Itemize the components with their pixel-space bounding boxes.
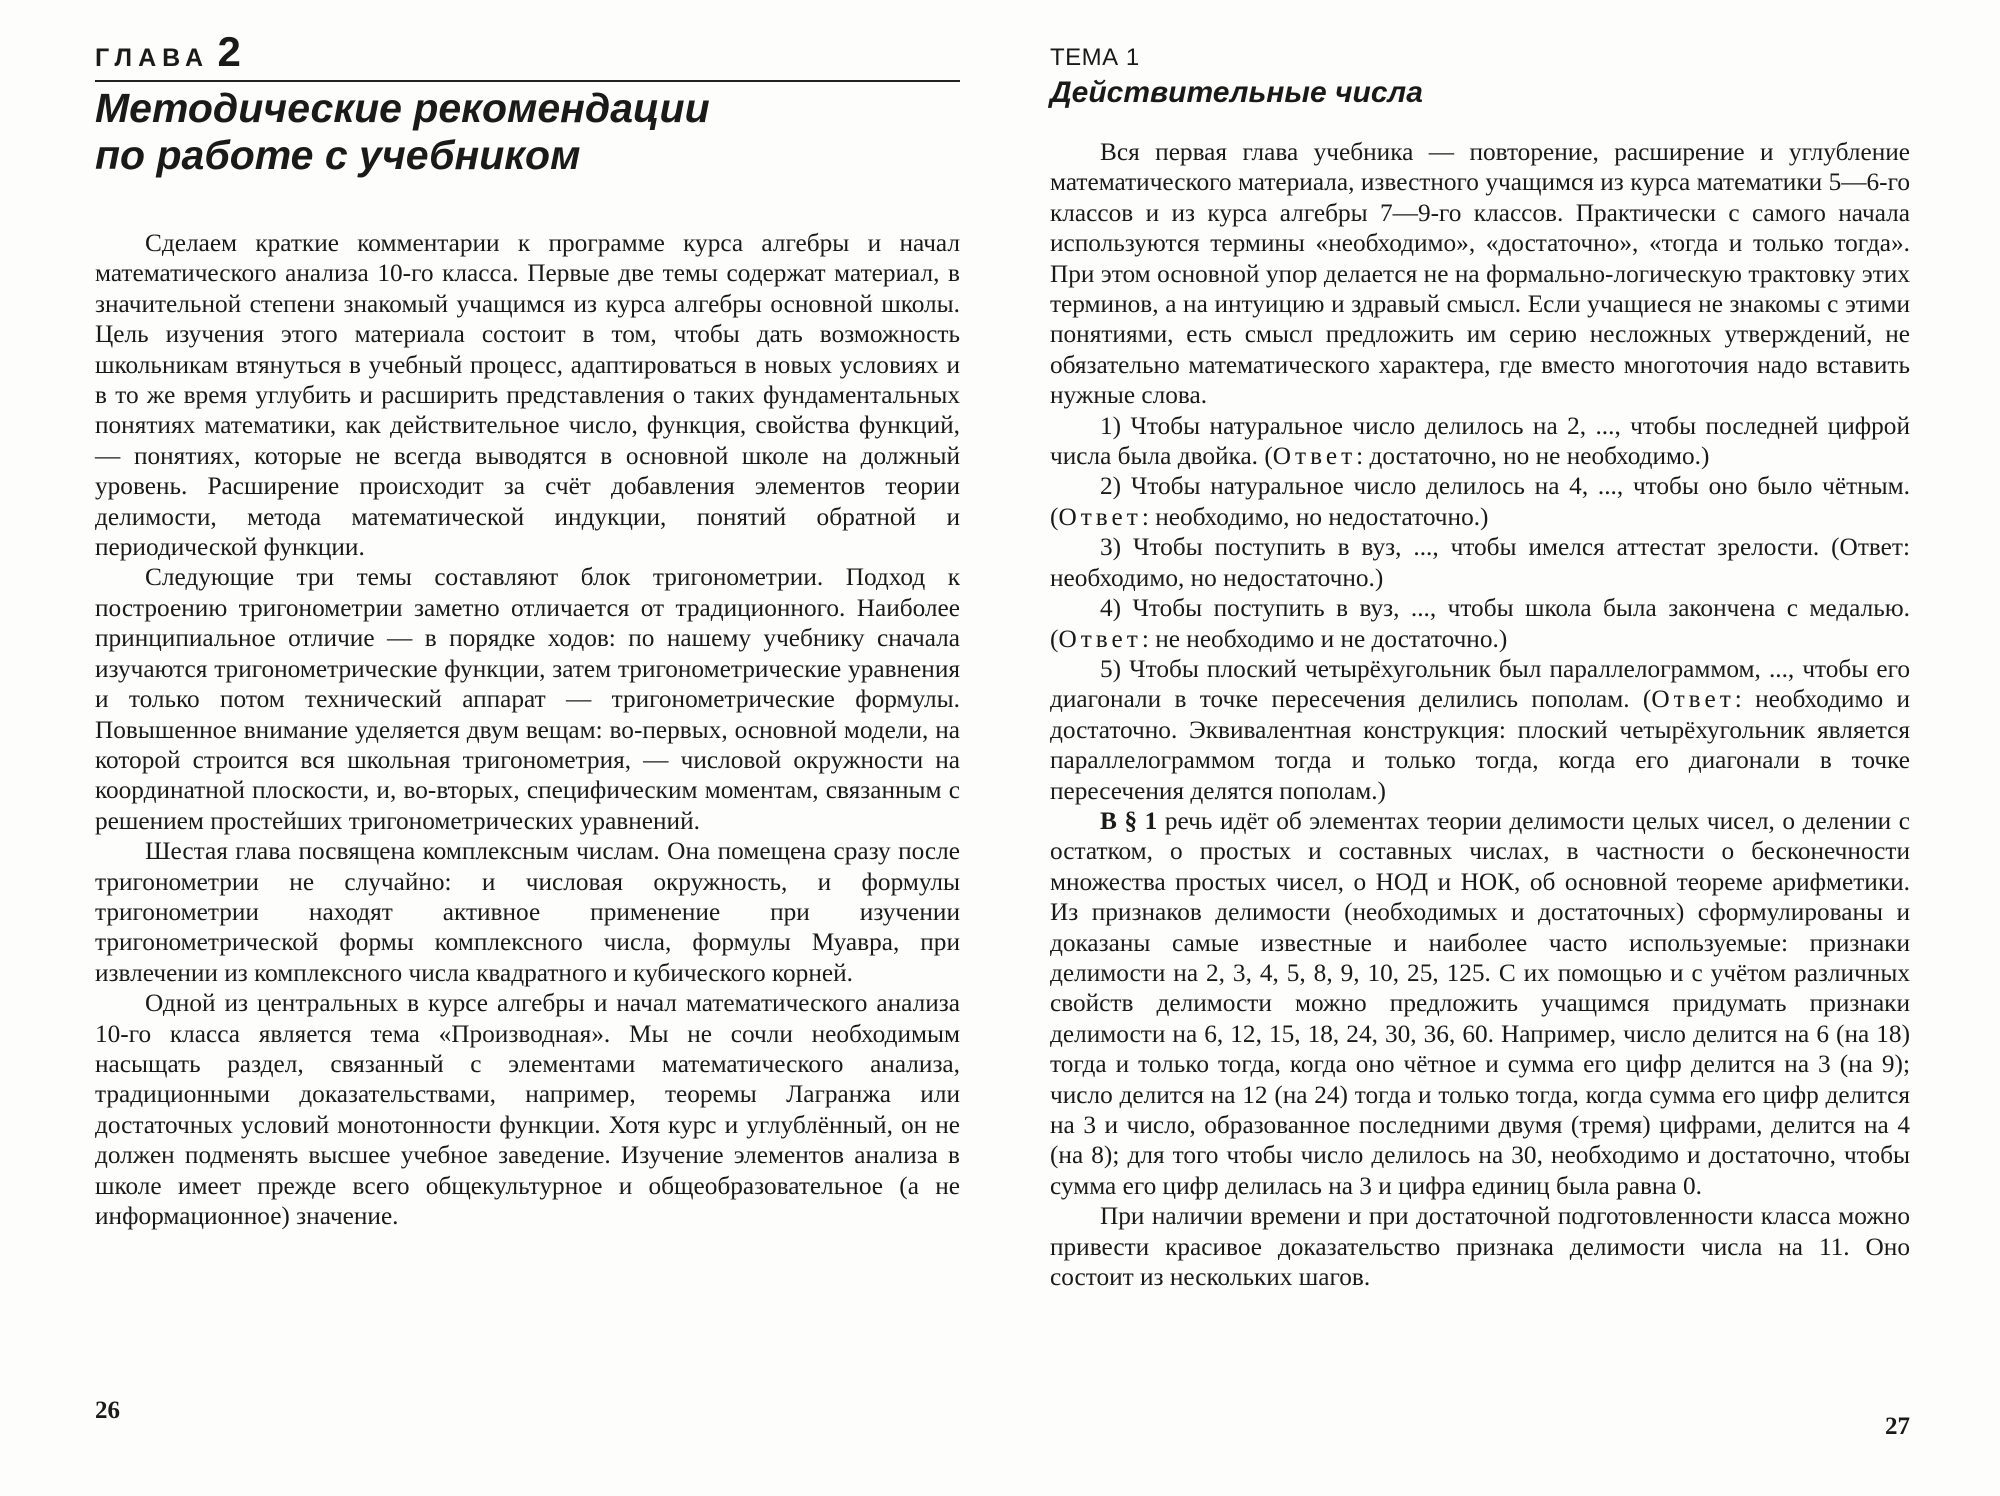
topic-title: Действительные числа bbox=[1050, 76, 1423, 109]
right-body-text bbox=[1050, 137, 1910, 1292]
list-item: 3) Чтобы поступить в вуз, ..., чтобы имелся аттестат зрелости. (Ответ: необходимо, но недостаточно.) bbox=[1050, 533, 1910, 592]
page-number-right: 27 bbox=[1885, 1413, 1910, 1440]
paragraph: Одной из центральных в курсе алгебры и начал математического анализа 10-го класса является тема «Производная». Мы не сочли необходимым насыщать раздел, связанный с элементами математического анализа, традиционными доказательствами, например, теоремы Лагранжа или достаточных условий монотонности функции. Хотя курс и углублённый, он не должен подменять высшее учебное заведение. Изучение элементов анализа в школе имеет прежде всего общекультурное и общеобразовательное (а не информационное) значение. bbox=[95, 989, 960, 1230]
chapter-title bbox=[95, 85, 960, 179]
answer-label: Ответ bbox=[1058, 502, 1142, 531]
answer-label: Ответ bbox=[1651, 685, 1735, 714]
paragraph: Сделаем краткие комментарии к программе курса алгебры и начал математического анализа 10-го класса. Первые две темы содержат материал, в значительной степени знакомый учащимся из курса алгебры основной школы. Цель изучения этого материала состоит в том, чтобы дать возможность школьникам втянуться в учебный процесс, адаптироваться в новых условиях и в то же время углубить и расширить представления о таких фундаментальных понятиях математики, как действительное число, функция, свойства функций, — понятиях, которые не всегда выводятся в основной школе на должный уровень. Расширение происходит за счёт добавления элементов теории делимости, метода математической индукции, понятий обратной и периодической функции. bbox=[95, 229, 960, 562]
section-reference: В § 1 bbox=[1100, 806, 1158, 835]
list-item: 1) Чтобы натуральное число делилось на 2, ..., чтобы последней цифрой числа была двойка. (Ответ: достаточно, но не необходимо.) bbox=[1050, 411, 1910, 471]
page-number-left: 26 bbox=[95, 1397, 120, 1424]
list-item: 2) Чтобы натуральное число делилось на 4, ..., чтобы оно было чётным. (Ответ: необходимо, но недостаточно.) bbox=[1050, 472, 1910, 531]
list-item: 4) Чтобы поступить в вуз, ..., чтобы школа была закончена с медалью. (Ответ: не необходимо и не достаточно.) bbox=[1050, 594, 1910, 653]
chapter-heading bbox=[95, 28, 960, 82]
answer-label: Ответ bbox=[1058, 624, 1142, 653]
section-paragraph: В § 1 речь идёт об элементах теории делимости целых чисел, о делении с остатком, о простых и составных числах, в частности о бесконечности множества простых чисел, о НОД и НОК, об основной теореме арифметики. Из признаков делимости (необходимых и достаточных) сформулированы и доказаны самые известные и наиболее часто используемые: признаки делимости на 2, 3, 4, 5, 8, 9, 10, 25, 125. С их помощью и с учётом различных свойств делимости можно предложить учащимся придумать признаки делимости на 6, 12, 15, 18, 24, 30, 36, 60. Например, число делится на 6 (на 18) тогда и только тогда, когда оно чётное и сумма его цифр делится на 3 (на 9); число делится на 12 (на 24) тогда и только тогда, когда сумма его цифр делится на 3 и число, образованное последними двумя (тремя) цифрами, делится на 4 (на 8); для того чтобы число делилось на 30, необходимо и достаточно, чтобы сумма его цифр делилась на 3 и цифра единиц была равна 0. bbox=[1050, 806, 1910, 1200]
left-body-text bbox=[95, 228, 960, 1231]
list-item: 5) Чтобы плоский четырёхугольник был параллелограммом, ..., чтобы его диагонали в точке пересечения делились пополам. (Ответ: необходимо и достаточно. Эквивалентная конструкция: плоский четырёхугольник является параллелограммом тогда и только тогда, когда его диагонали в точке пересечения делятся пополам.) bbox=[1050, 654, 1910, 805]
paragraph: Шестая глава посвящена комплексным числам. Она помещена сразу после тригонометрии не случайно: и числовая окружность, и формулы тригонометрии находят активное применение при изучении тригонометрической формы комплексного числа, формулы Муавра, при извлечении из комплексного числа квадратного и кубического корней. bbox=[95, 837, 960, 987]
paragraph: Следующие три темы составляют блок тригонометрии. Подход к построению тригонометрии заметно отличается от традиционного. Наиболее принципиальное отличие — в порядке ходов: по нашему учебнику сначала изучаются тригонометрические функции, затем тригонометрические уравнения и только потом технический аппарат — тригонометрические формулы. Повышенное внимание уделяется двум вещам: во-первых, основной модели, на которой строится вся школьная тригонометрия, — числовой окружности на координатной плоскости, и, во-вторых, специфическим моментам, связанным с решением простейших тригонометрических уравнений. bbox=[95, 563, 960, 835]
answer-label: Ответ bbox=[1272, 442, 1357, 471]
chapter-word: ГЛАВА bbox=[95, 44, 210, 72]
chapter-title-line-2: по работе с учебником bbox=[95, 132, 581, 178]
intro-paragraph: Вся первая глава учебника — повторение, расширение и углубление математического материала, известного учащимся из курса математики 5—6-го классов и из курса алгебры 7—9-го классов. Практически с самого начала используются термины «необходимо», «достаточно», «тогда и только тогда». При этом основной упор делается не на формально-логическую трактовку этих терминов, а на интуицию и здравый смысл. Если учащиеся не знакомы с этими понятиями, есть смысл предложить им серию несложных утверждений, не обязательно математического характера, где вместо многоточия надо вставить нужные слова. bbox=[1050, 138, 1910, 410]
chapter-number: 2 bbox=[217, 28, 241, 75]
chapter-title-line-1: Методические рекомендации bbox=[95, 85, 710, 131]
closing-paragraph: При наличии времени и при достаточной подготовленности класса можно привести красивое доказательство признака делимости числа на 11. Оно состоит из нескольких шагов. bbox=[1050, 1202, 1910, 1292]
topic-label: ТЕМА 1 bbox=[1050, 44, 1140, 71]
